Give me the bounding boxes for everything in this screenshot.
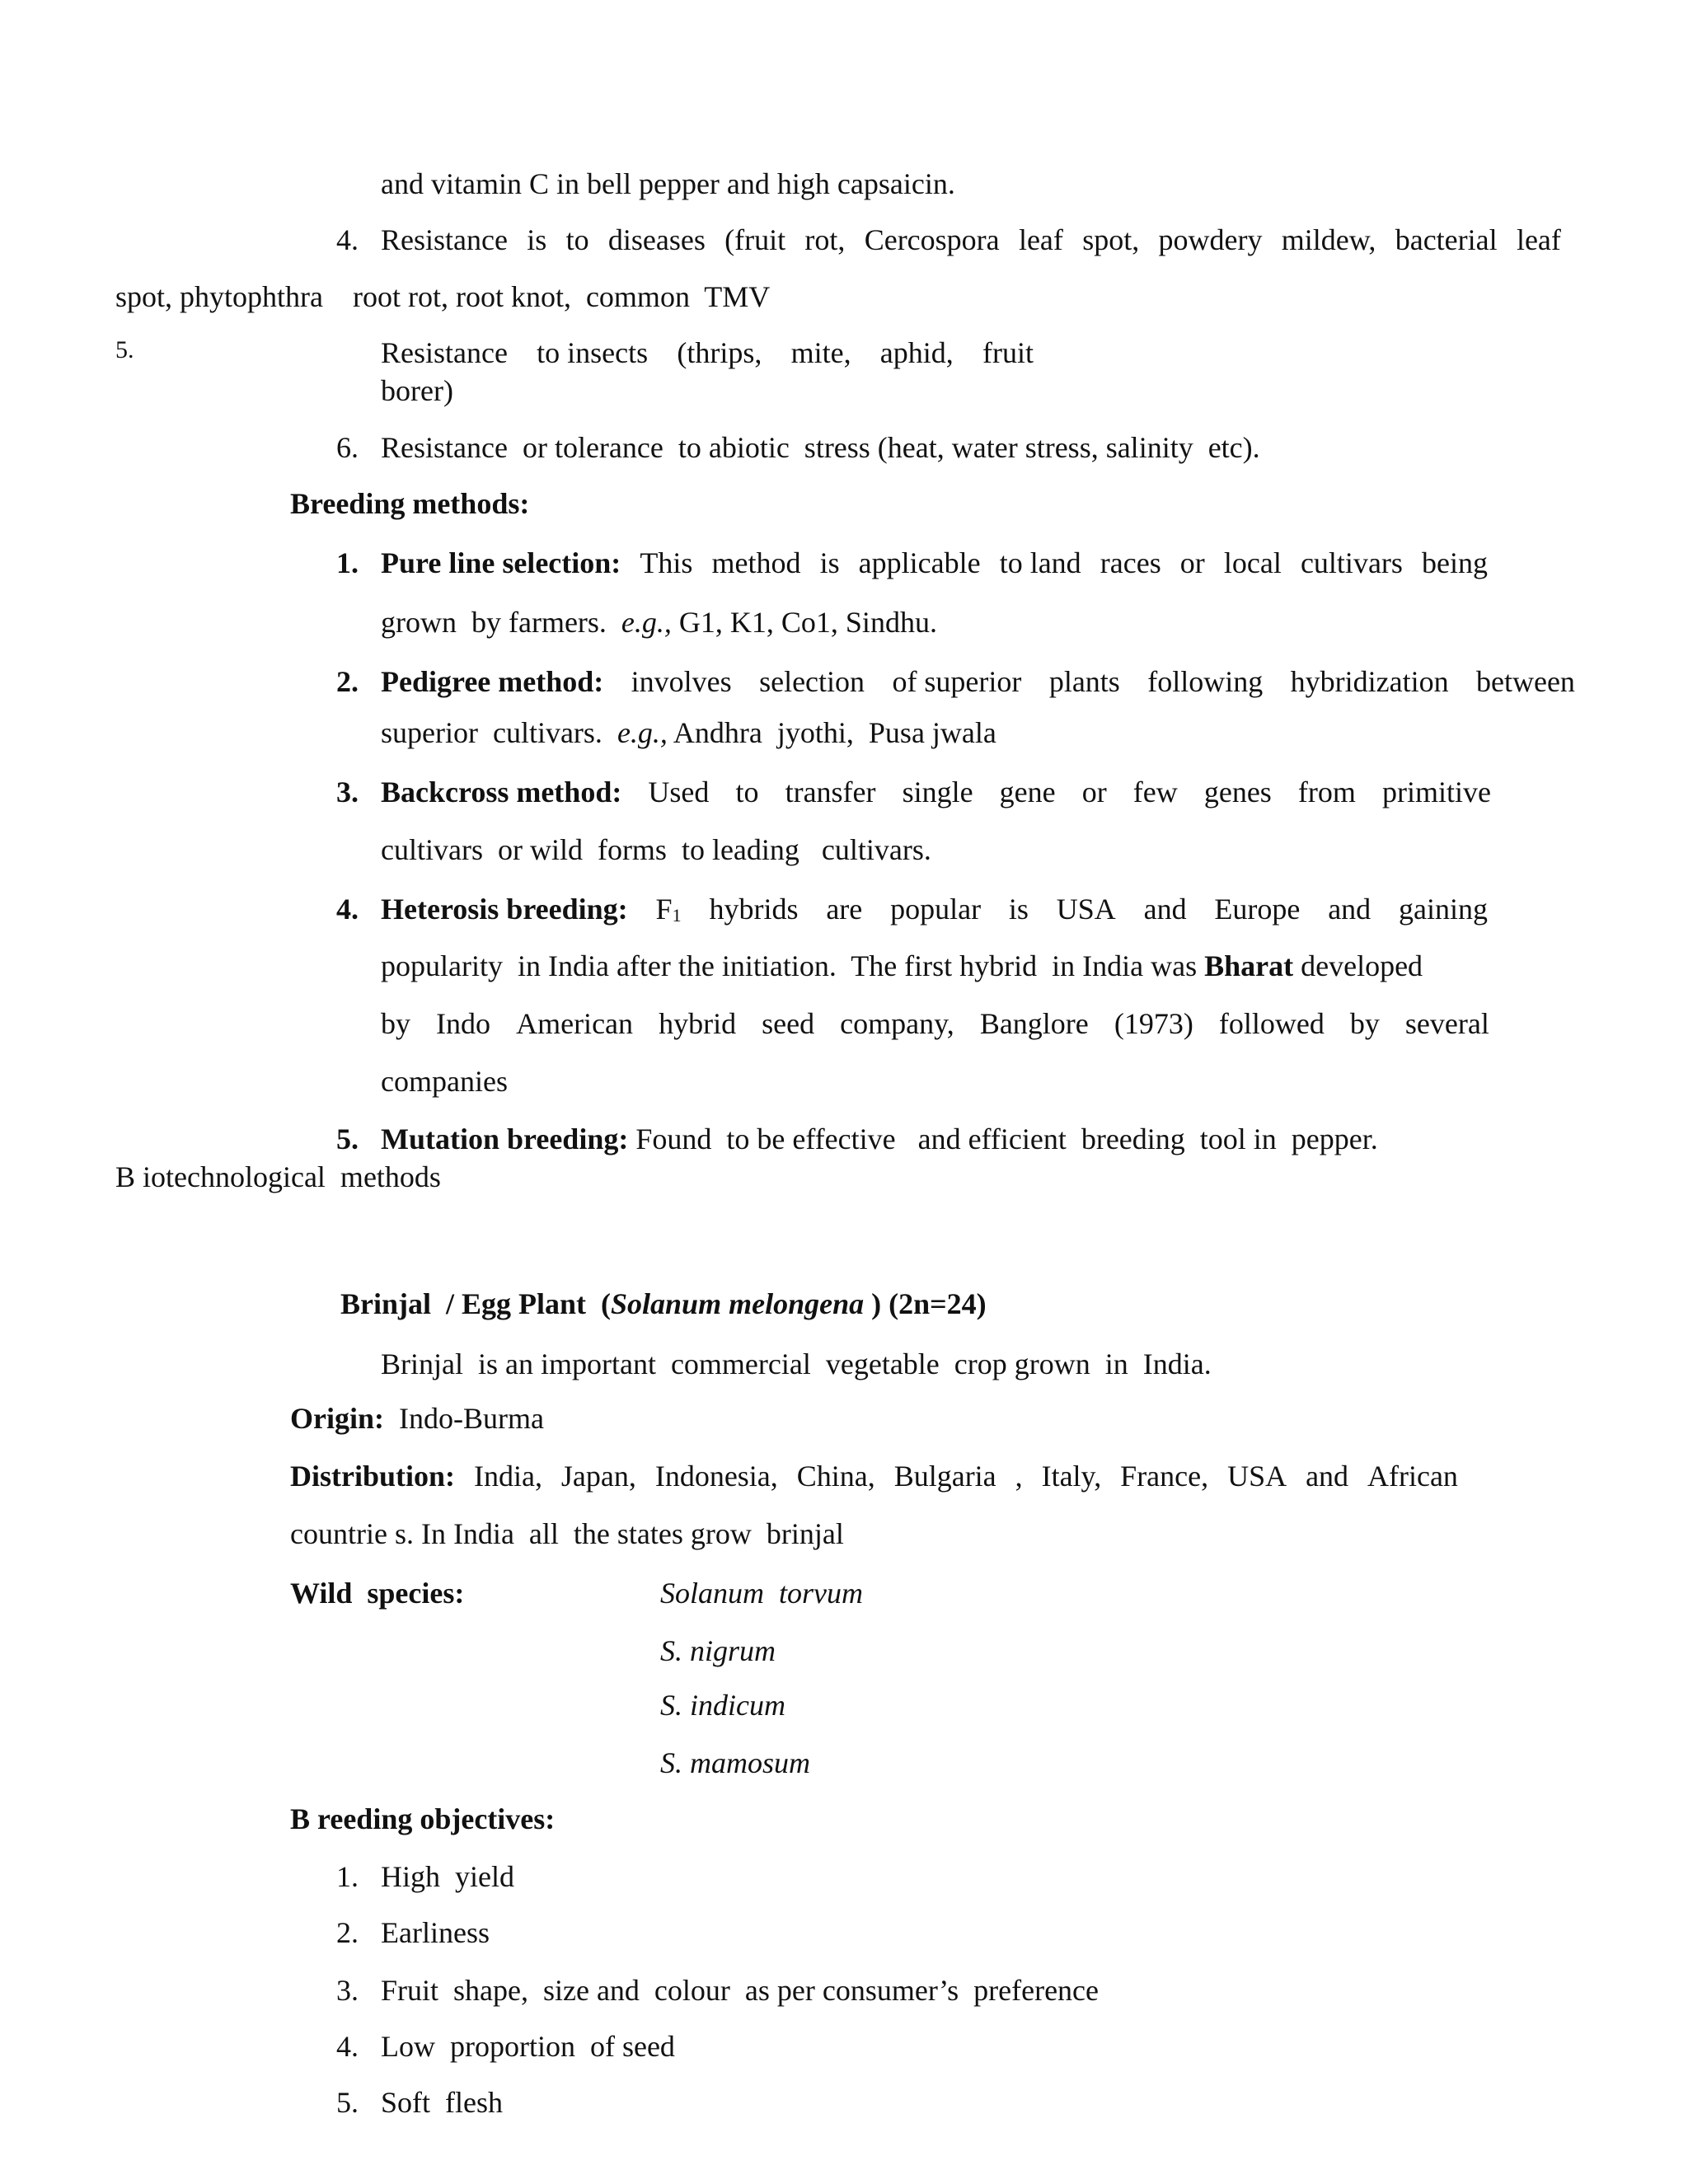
method-5-line [381, 1124, 1378, 1154]
word: followed [1218, 1007, 1325, 1040]
origin-line [290, 1404, 544, 1433]
breeding-methods-heading: Breeding methods: [290, 487, 530, 520]
word: method [711, 546, 801, 579]
word: aphid, [879, 336, 954, 369]
word: applicable [858, 546, 981, 579]
text: developed [1293, 949, 1423, 982]
objective-4-number: 4. [336, 223, 359, 256]
word: gene [999, 776, 1056, 808]
word: diseases [607, 223, 706, 256]
word: France, [1120, 1460, 1209, 1493]
word: Used [648, 776, 710, 808]
word: hybrid [659, 1007, 737, 1040]
word: are [826, 893, 863, 926]
word: to [565, 223, 589, 256]
word: popular [890, 893, 982, 926]
word: by [381, 1007, 410, 1040]
objective-text: Low proportion of seed [381, 2030, 675, 2063]
f1-subscript: 1 [672, 904, 682, 926]
objective-number: 4. [336, 2030, 359, 2063]
origin-label: Origin: [290, 1402, 384, 1435]
objective-number: 1. [336, 1860, 359, 1893]
text: Andhra jyothi, Pusa jwala [667, 716, 996, 749]
word: and [1143, 893, 1187, 926]
method-1-number: 1. [336, 546, 359, 579]
method-3-label: Backcross method: [381, 776, 622, 808]
word: Europe [1214, 893, 1301, 926]
method-1-line [381, 548, 1488, 578]
objective-6-text: Resistance or tolerance to abiotic stress (heat, water stress, salinity etc). [381, 431, 1260, 464]
word: transfer [785, 776, 876, 808]
word: hybrids [709, 893, 799, 926]
word: primitive [1381, 776, 1491, 808]
word: powdery [1158, 223, 1263, 256]
word: following [1147, 665, 1264, 698]
word: company, [840, 1007, 954, 1040]
word: between [1475, 665, 1575, 698]
objective-number: 5. [336, 2086, 359, 2119]
objective-5-continuation: borer) [381, 374, 453, 407]
word: bacterial [1395, 223, 1498, 256]
word: to [735, 776, 759, 808]
objective-5-number: 5. [115, 336, 134, 363]
word: by [1349, 1007, 1380, 1040]
word: USA [1227, 1460, 1287, 1493]
method-2-line [381, 667, 1575, 696]
word: , [1015, 1460, 1023, 1493]
text: superior cultivars. [381, 716, 617, 749]
word: few [1132, 776, 1178, 808]
word: American [516, 1007, 634, 1040]
word: leaf [1018, 223, 1063, 256]
word: Indo [436, 1007, 491, 1040]
f1-base: F [655, 893, 673, 926]
word: Italy, [1041, 1460, 1102, 1493]
word: mite, [790, 336, 851, 369]
word: selection [759, 665, 865, 698]
method-3-number: 3. [336, 776, 359, 808]
title-text: Brinjal / Egg Plant ( [340, 1287, 612, 1320]
objective-text: Soft flesh [381, 2086, 503, 2119]
distribution-continuation: countrie s. In India all the states grow brinjal [290, 1517, 844, 1550]
word: is [819, 546, 840, 579]
word: (1973) [1114, 1007, 1193, 1040]
word: or [1081, 776, 1107, 808]
method-3-line [381, 777, 1491, 807]
biotechnological-methods: B iotechnological methods [115, 1160, 441, 1193]
method-2-number: 2. [336, 665, 359, 698]
word: seed [762, 1007, 815, 1040]
text: grown by farmers. [381, 606, 621, 639]
word: is [1008, 893, 1029, 926]
wild-species-3: S. indicum [660, 1689, 785, 1722]
word: gaining [1399, 893, 1488, 926]
word: India, [473, 1460, 542, 1493]
objective-4-line [381, 225, 1561, 255]
word: and [1328, 893, 1372, 926]
word: mildew, [1281, 223, 1376, 256]
distribution-line [290, 1461, 1458, 1491]
eg: e.g., [617, 716, 668, 749]
word: plants [1048, 665, 1120, 698]
word: Resistance [381, 223, 508, 256]
method-2-label: Pedigree method: [381, 665, 604, 698]
objective-3-continuation: and vitamin C in bell pepper and high capsaicin. [381, 167, 955, 200]
scientific-name: Solanum melongena [611, 1287, 865, 1320]
objective-number: 3. [336, 1974, 359, 2007]
method-3-line-2: cultivars or wild forms to leading cultivars. [381, 833, 931, 866]
brinjal-title [340, 1289, 987, 1319]
word: (thrips, [677, 336, 762, 369]
objective-text: Fruit shape, size and colour as per consumer’s preference [381, 1974, 1100, 2007]
word: involves [631, 665, 732, 698]
method-1-line-2 [381, 607, 937, 637]
word: single [902, 776, 973, 808]
method-5-number: 5. [336, 1122, 359, 1155]
word: Cercospora [864, 223, 1000, 256]
word: Indonesia, [654, 1460, 778, 1493]
word: cultivars [1300, 546, 1403, 579]
word: races [1100, 546, 1161, 579]
word: from [1297, 776, 1356, 808]
word: This [640, 546, 693, 579]
word: African [1367, 1460, 1458, 1493]
wild-species-2: S. nigrum [660, 1634, 776, 1667]
f1-term [655, 894, 681, 924]
brinjal-intro: Brinjal is an important commercial vegetable crop grown in India. [381, 1347, 1212, 1380]
method-4-line-4: companies [381, 1065, 508, 1098]
word: several [1404, 1007, 1489, 1040]
word: being [1422, 546, 1488, 579]
method-5-label: Mutation breeding: [381, 1122, 629, 1155]
word: is [527, 223, 547, 256]
method-4-line-3 [381, 1009, 1489, 1038]
wild-species-4: S. mamosum [660, 1746, 811, 1779]
word: rot, [804, 223, 846, 256]
objective-text: High yield [381, 1860, 514, 1893]
word: to insects [537, 336, 649, 369]
method-4-number: 4. [336, 893, 359, 926]
word: spot, [1082, 223, 1140, 256]
objective-4-continuation: spot, phytophthra root rot, root knot, common TMV [115, 280, 771, 313]
distribution-label: Distribution: [290, 1460, 456, 1493]
word: local [1223, 546, 1282, 579]
word: hybridization [1290, 665, 1449, 698]
title-text: ) (2n=24) [864, 1287, 987, 1320]
word: or [1179, 546, 1205, 579]
origin-value: Indo-Burma [384, 1402, 544, 1435]
word: of superior [892, 665, 1022, 698]
method-1-label: Pure line selection: [381, 546, 621, 579]
wild-species-1: Solanum torvum [660, 1577, 863, 1610]
text: Found to be effective and efficient breeding tool in pepper. [628, 1122, 1378, 1155]
word: Banglore [979, 1007, 1089, 1040]
word: Japan, [560, 1460, 636, 1493]
method-4-line [381, 894, 1488, 924]
word: USA [1056, 893, 1116, 926]
bharat-hybrid: Bharat [1204, 949, 1294, 982]
word: leaf [1516, 223, 1561, 256]
objective-text: Earliness [381, 1916, 490, 1949]
word: and [1306, 1460, 1349, 1493]
word: China, [796, 1460, 875, 1493]
wild-species-label: Wild species: [290, 1577, 465, 1610]
word: to land [999, 546, 1081, 579]
objective-6-number: 6. [336, 431, 359, 464]
word: (fruit [724, 223, 786, 256]
word: Resistance [381, 336, 508, 369]
text: G1, K1, Co1, Sindhu. [671, 606, 937, 639]
word: Bulgaria [893, 1460, 996, 1493]
word: genes [1203, 776, 1272, 808]
breeding-objectives-heading: B reeding objectives: [290, 1802, 556, 1835]
objective-number: 2. [336, 1916, 359, 1949]
method-2-line-2 [381, 718, 996, 748]
eg: e.g., [621, 606, 672, 639]
word: fruit [982, 336, 1034, 369]
method-4-line-2 [381, 951, 1423, 981]
text: popularity in India after the initiation. The first hybrid in India was [381, 949, 1205, 982]
method-4-label: Heterosis breeding: [381, 893, 628, 926]
objective-5-line [381, 338, 1034, 368]
